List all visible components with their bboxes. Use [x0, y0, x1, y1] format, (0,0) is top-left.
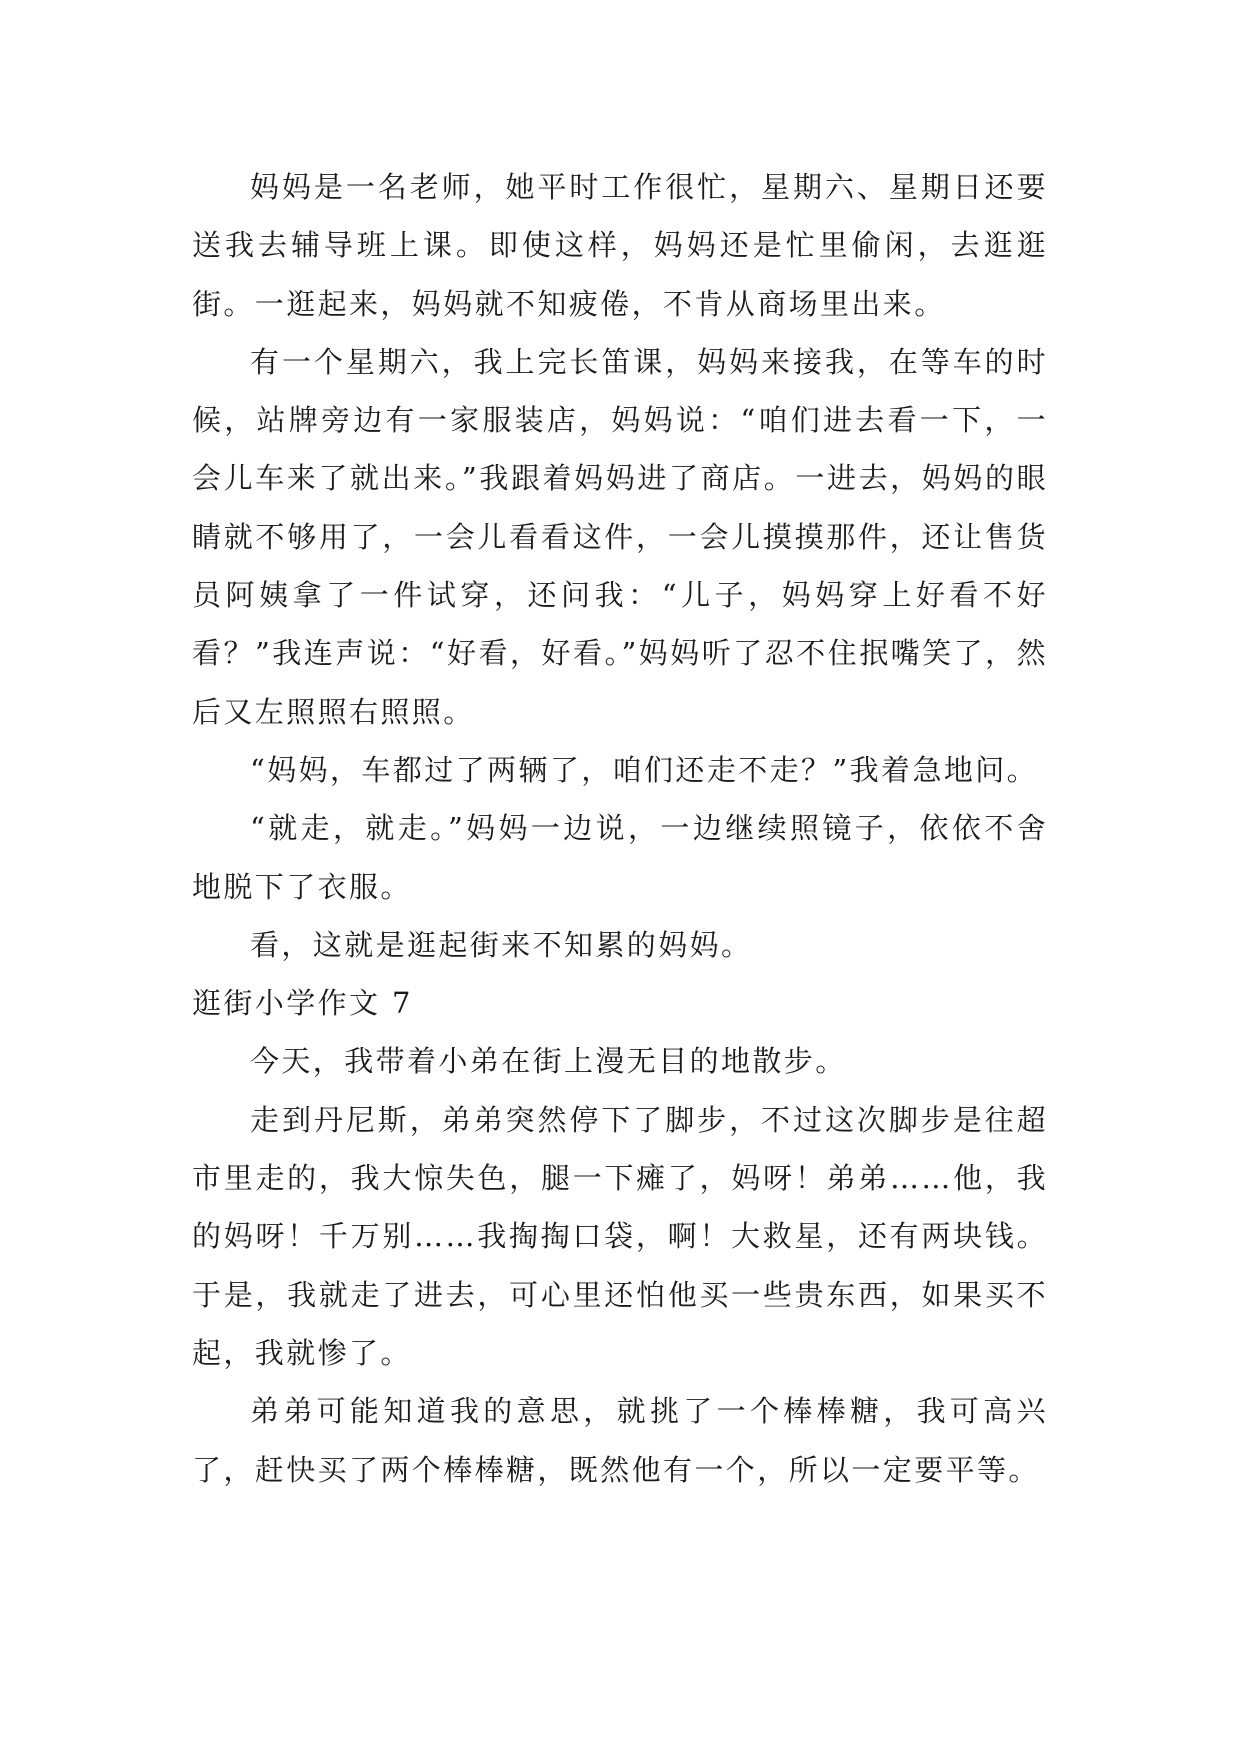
paragraph: 看，这就是逛起街来不知累的妈妈。 [250, 927, 753, 962]
paragraph: 有一个星期六，我上完长笛课，妈妈来接我，在等车的时候，站牌旁边有一家服装店，妈妈说：“咱们进去看一下，一会儿车来了就出来。”我跟着妈妈进了商店。一进去，妈妈的眼睛就不够用了，一会儿看看这件，一会儿摸摸那件，还让售货员阿姨拿了一件试穿，还问我：“儿子，妈妈穿上好看不好看？”我连声说：“好看，好看。”妈妈听了忍不住抿嘴笑了，然后又左照照右照照。 [192, 344, 1048, 729]
paragraph: “妈妈，车都过了两辆了，咱们还走不走？”我着急地问。 [250, 752, 1039, 787]
paragraph: 妈妈是一名老师，她平时工作很忙，星期六、星期日还要送我去辅导班上课。即使这样，妈妈还是忙里偷闲，去逛逛街。一逛起来，妈妈就不知疲倦，不肯从商场里出来。 [192, 170, 1048, 321]
paragraph: 弟弟可能知道我的意思，就挑了一个棒棒糖，我可高兴了，赶快买了两个棒棒糖，既然他有一个，所以一定要平等。 [192, 1394, 1048, 1487]
paragraph: 走到丹尼斯，弟弟突然停下了脚步，不过这次脚步是往超市里走的，我大惊失色，腿一下瘫了，妈呀！弟弟……他，我的妈呀！千万别……我掏掏口袋，啊！大救星，还有两块钱。于是，我就走了进去，可心里还怕他买一些贵东西，如果买不起，我就惨了。 [192, 1102, 1048, 1370]
paragraph: “就走，就走。”妈妈一边说，一边继续照镜子，依依不舍地脱下了衣服。 [192, 811, 1048, 904]
section-title: 逛街小学作文 7 [192, 986, 413, 1021]
document-page [192, 158, 1048, 1499]
paragraph: 今天，我带着小弟在街上漫无目的地散步。 [250, 1044, 847, 1079]
